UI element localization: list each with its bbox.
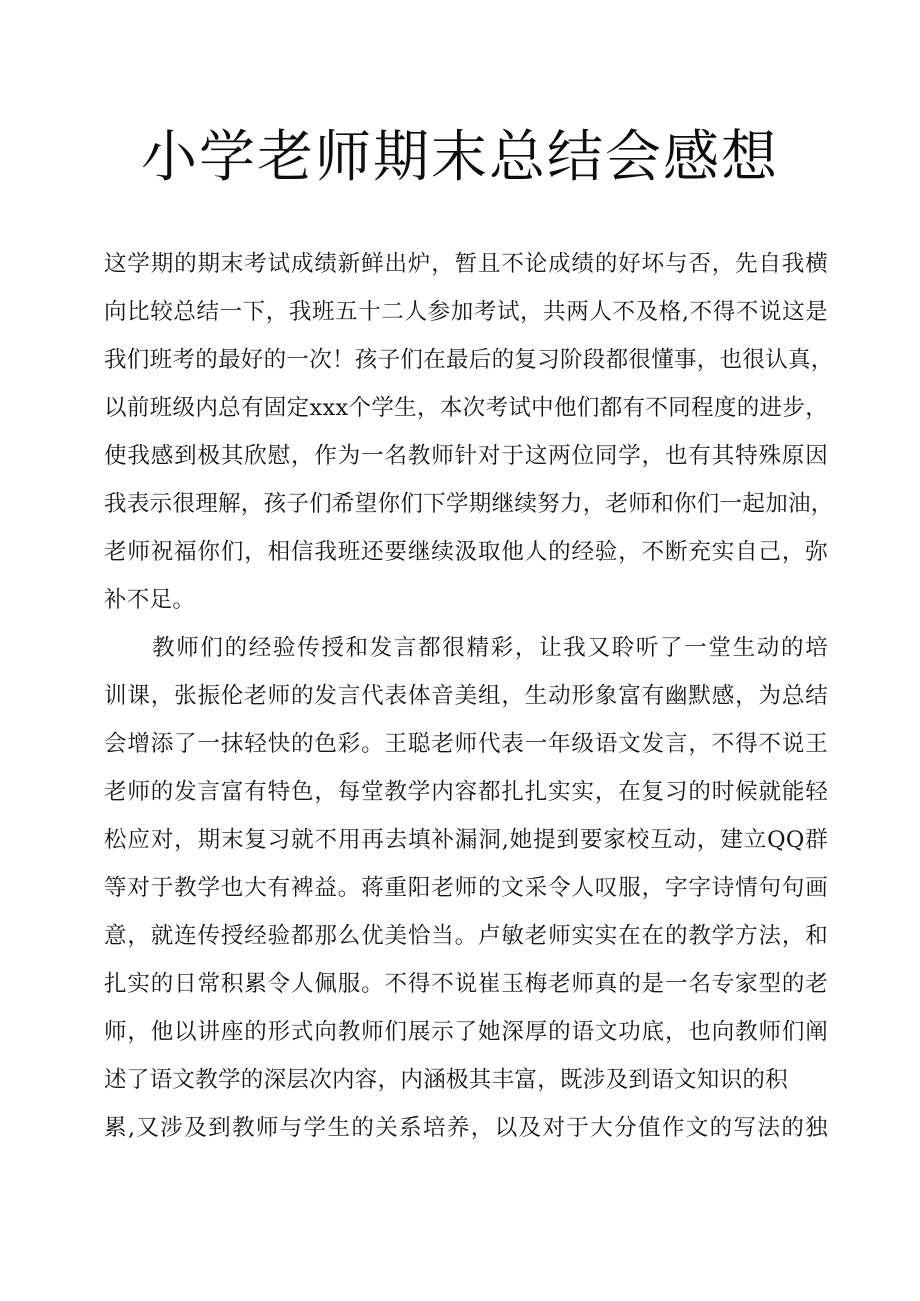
text-line: 以前班级内总有固定xxx个学生，本次考试中他们都有不同程度的进步， — [104, 395, 828, 421]
text-line: 教师们的经验传授和发言都很精彩，让我又聆听了一堂生动的培 — [152, 635, 828, 661]
text-line: 训课，张振伦老师的发言代表体音美组，生动形象富有幽默感，为总结 — [104, 683, 828, 709]
paragraph-2 — [104, 624, 828, 1152]
text-line: 老师祝福你们，相信我班还要继续汲取他人的经验，不断充实自己，弥 — [104, 539, 828, 565]
text-line: 等对于教学也大有裨益。蒋重阳老师的文采令人叹服，字字诗情句句画 — [104, 875, 828, 901]
text-line: 述了语文教学的深层次内容，内涵极其丰富，既涉及到语文知识的积 — [104, 1067, 789, 1093]
text-line: 扎实的日常积累令人佩服。不得不说崔玉梅老师真的是一名专家型的老 — [104, 971, 828, 997]
text-line: 我表示很理解，孩子们希望你们下学期继续努力，老师和你们一起加油， — [104, 491, 834, 517]
text-line: 松应对，期末复习就不用再去填补漏洞,她提到要家校互动，建立QQ群 — [104, 827, 828, 853]
text-line: 老师的发言富有特色，每堂教学内容都扎扎实实，在复习的时候就能轻 — [104, 779, 828, 805]
text-line: 累,又涉及到教师与学生的关系培养，以及对于大分值作文的写法的独 — [104, 1115, 828, 1141]
document-title: 小学老师期末总结会感想 — [141, 125, 779, 190]
text-line: 使我感到极其欣慰，作为一名教师针对于这两位同学，也有其特殊原因 — [104, 443, 828, 469]
text-line: 会增添了一抹轻快的色彩。王聪老师代表一年级语文发言，不得不说王 — [104, 731, 828, 757]
text-line: 师，他以讲座的形式向教师们展示了她深厚的语文功底，也向教师们阐 — [104, 1019, 828, 1045]
paragraph-1 — [104, 240, 834, 624]
text-line: 向比较总结一下，我班五十二人参加考试，共两人不及格,不得不说这是 — [104, 299, 828, 325]
text-line: 意，就连传授经验都那么优美恰当。卢敏老师实实在在的教学方法，和 — [104, 923, 828, 949]
text-line: 这学期的期末考试成绩新鲜出炉，暂且不论成绩的好坏与否，先自我横 — [104, 251, 828, 277]
document-body — [104, 240, 834, 1152]
text-line: 我们班考的最好的一次！孩子们在最后的复习阶段都很懂事，也很认真， — [104, 347, 834, 373]
text-line: 补不足。 — [104, 587, 196, 613]
